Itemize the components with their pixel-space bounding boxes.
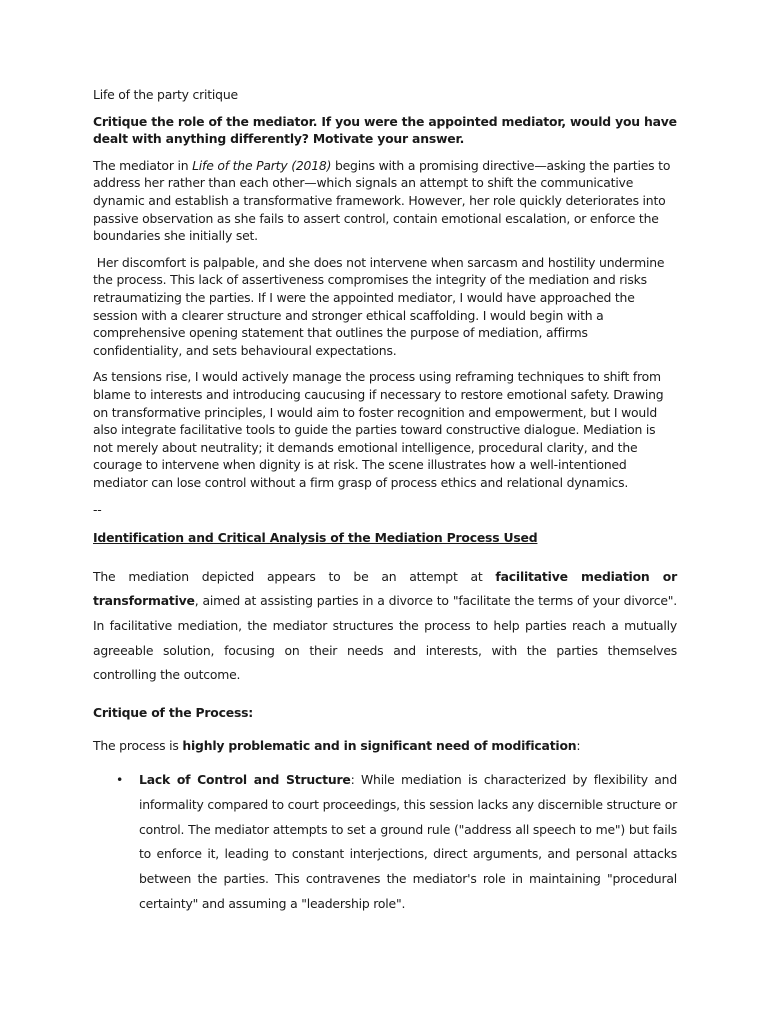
paragraph-1-pre: The mediator in [93,157,193,173]
paragraph-5-pre: The process is [93,737,183,753]
paragraph-4-post: , aimed at assisting parties in a divorce to "facilitate the terms of your divorce". In facilitative mediation, the mediator structures the process to help parties reach a mutually agreeable solution, focusing on their needs and interests, with the parties themselves controlling the outcome. [93,593,677,683]
critique-bullet-list [93,768,677,916]
paragraph-1-post: begins with a promising directive—asking the parties to address her rather than each other—which signals an attempt to shift the communicative dynamic and establish a transformative framework. However, her role quickly deteriorates into passive observation as she fails to assert control, contain emotional escalation, or enforce the boundaries she initially set. [93,157,671,244]
critique-heading: Critique of the Process: [93,705,254,721]
paragraph-3: As tensions rise, I would actively manage the process using reframing techniques to shift from blame to interests and introducing caucusing if necessary to restore emotional safety. Drawing on transformative principles, I would aim to foster recognition and empowerment, but I would also integrate facilitative tools to guide the parties toward constructive dialogue. Mediation is not merely about neutrality; it demands emotional intelligence, procedural clarity, and the courage to intervene when dignity is at risk. The scene illustrates how a well-intentioned mediator can lose control without a firm grasp of process ethics and relational dynamics. [93,369,664,490]
paragraph-4-bold: facilitative mediation or transformative [93,568,677,609]
document-title: Life of the party critique [93,87,238,102]
paragraph-4 [93,565,677,689]
film-title: Life of the Party (2018) [192,157,332,173]
question-prompt: Critique the role of the mediator. If you were the appointed mediator, would you have dealt with anything differently? Motivate your answer. [93,113,677,147]
bullet-title: Lack of Control and Structure [139,772,351,788]
bullet-item [93,768,677,916]
paragraph-5-post: : [576,737,581,753]
paragraph-5 [93,737,677,755]
section-heading: Identification and Critical Analysis of the Mediation Process Used [93,530,538,546]
document-body [93,86,677,917]
separator: -- [93,502,102,518]
paragraph-2: Her discomfort is palpable, and she does not intervene when sarcasm and hostility undermine the process. This lack of assertiveness compromises the integrity of the mediation and risks retraumatizing the parties. If I were the appointed mediator, I would have approached the session with a clearer structure and stronger ethical scaffolding. I would begin with a comprehensive opening statement that outlines the purpose of mediation, affirms confidentiality, and sets behavioural expectations. [93,254,669,358]
bullet-text: : While mediation is characterized by flexibility and informality compared to court proceedings, this session lacks any discernible structure or control. The mediator attempts to set a ground rule ("address all speech to me") but fails to enforce it, leading to constant interjections, direct arguments, and personal attacks between the parties. This contravenes the mediator's role in maintaining "procedural certainty" and assuming a "leadership role". [139,772,677,911]
bullet-marker: • [116,772,124,788]
paragraph-5-bold: highly problematic and in significant need of modification [182,737,577,753]
paragraph-1 [93,157,677,245]
paragraph-4-pre: The mediation depicted appears to be an attempt at [93,568,496,584]
